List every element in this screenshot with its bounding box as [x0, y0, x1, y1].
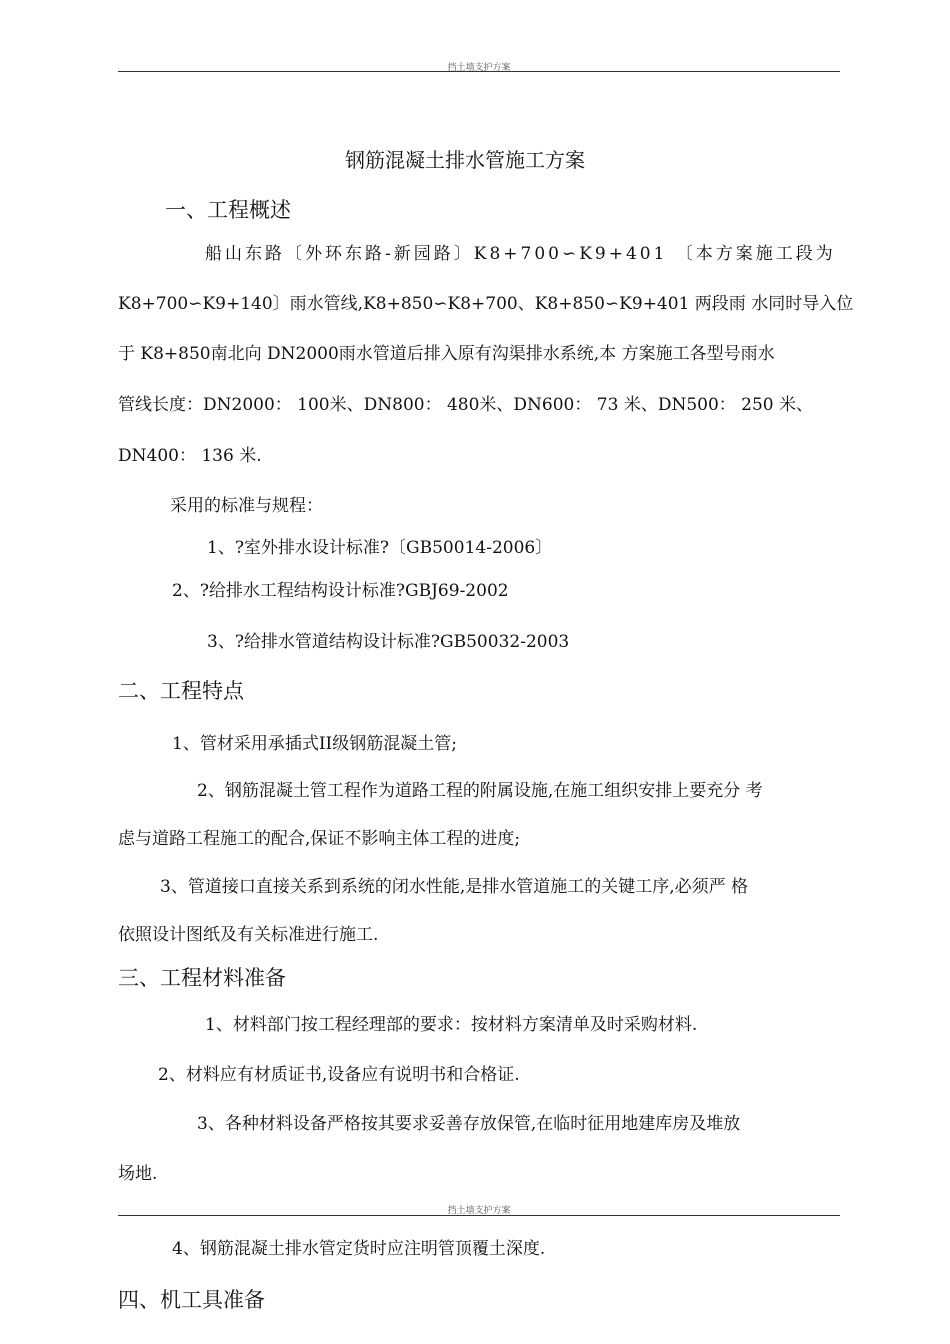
- materials-item-1: 1、材料部门按工程经理部的要求：按材料方案清单及时采购材料.: [205, 1015, 698, 1035]
- overview-line-1: 船山东路〔外环东路-新园路〕K8+700∽K9+401 〔本方案施工段为: [205, 244, 836, 264]
- page-header-top: 挡土墙支护方案: [447, 63, 511, 73]
- header-rule-top: [118, 71, 840, 72]
- standards-intro: 采用的标准与规程：: [170, 496, 323, 516]
- standard-item-2: 2、?给排水工程结构设计标准?GBJ69-2002: [172, 581, 509, 601]
- materials-item-4: 4、钢筋混凝土排水管定货时应注明管顶覆土深度.: [172, 1239, 546, 1259]
- section-1-heading: 一、工程概述: [165, 198, 291, 222]
- standard-item-3: 3、?给排水管道结构设计标准?GB50032-2003: [207, 632, 570, 652]
- features-item-3-line-2: 依照设计图纸及有关标准进行施工.: [118, 925, 379, 945]
- overview-line-5: DN400： 136 米.: [118, 446, 262, 466]
- page-header-second: 挡土墙支护方案: [447, 1206, 511, 1216]
- header-rule-second: [118, 1215, 840, 1216]
- section-2-heading: 二、工程特点: [118, 679, 244, 703]
- overview-line-3: 于 K8+850南北向 DN2000雨水管道后排入原有沟渠排水系统,本 方案施工各型号雨水: [118, 344, 775, 364]
- standard-item-1: 1、?室外排水设计标准?〔GB50014-2006〕: [207, 538, 553, 558]
- overview-line-2: K8+700∽K9+140〕雨水管线,K8+850∽K8+700、K8+850∽K9+401 两段雨 水同时导入位: [118, 294, 854, 314]
- materials-item-3-line-2: 场地.: [118, 1164, 158, 1184]
- section-3-heading: 三、工程材料准备: [118, 966, 286, 990]
- features-item-3-line-1: 3、管道接口直接关系到系统的闭水性能,是排水管道施工的关键工序,必须严 格: [160, 877, 749, 897]
- materials-item-2: 2、材料应有材质证书,设备应有说明书和合格证.: [158, 1065, 520, 1085]
- features-item-1: 1、管材采用承插式II级钢筋混凝土管;: [172, 734, 457, 754]
- section-4-heading: 四、机工具准备: [118, 1288, 265, 1312]
- document-title: 钢筋混凝土排水管施工方案: [345, 148, 585, 172]
- features-item-2-line-1: 2、钢筋混凝土管工程作为道路工程的附属设施,在施工组织安排上要充分 考: [197, 781, 763, 801]
- materials-item-3-line-1: 3、各种材料设备严格按其要求妥善存放保管,在临时征用地建库房及堆放: [197, 1114, 741, 1134]
- overview-line-4: 管线长度：DN2000： 100米、DN800： 480米、DN600： 73 米、DN500： 250 米、: [118, 395, 814, 415]
- features-item-2-line-2: 虑与道路工程施工的配合,保证不影响主体工程的进度;: [118, 829, 521, 849]
